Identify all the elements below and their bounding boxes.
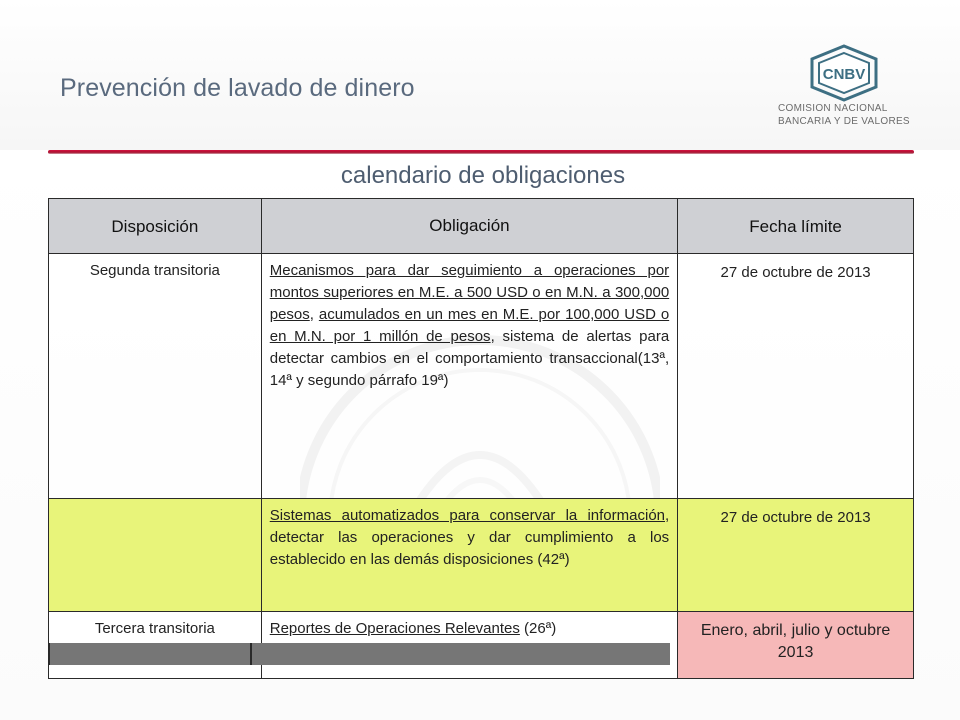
obligacion-text: , sistema de alertas para detectar cambios en el comportamiento transaccional(13ª, 14ª y segundo párrafo 19ª) <box>269 328 670 389</box>
obligacion-text: (26ª) <box>519 620 557 637</box>
page-title: Prevención de lavado de dinero <box>60 74 415 102</box>
logo-line-1: COMISION NACIONAL <box>778 103 888 114</box>
cell-fecha: 27 de octubre de 2013 <box>678 499 914 612</box>
footer-column-divider <box>250 643 252 665</box>
footer-column-divider <box>48 643 50 665</box>
section-subtitle: calendario de obligaciones <box>340 162 626 189</box>
cell-disposicion: Tercera transitoria <box>49 612 262 679</box>
cell-fecha: Enero, abril, julio y octubre 2013 <box>678 612 914 679</box>
header-obligacion: Obligación <box>261 199 677 254</box>
obligacion-text: , detectar las operaciones y dar cumplimiento a los establecido en las demás disposiciones (42ª) <box>269 507 670 568</box>
cell-disposicion: Segunda transitoria <box>49 254 262 499</box>
cell-obligacion <box>261 499 677 612</box>
obligacion-link[interactable]: Sistemas automatizados para conservar la información <box>269 507 665 524</box>
table-header-row <box>49 199 914 254</box>
obligacion-link[interactable]: Mecanismos para dar seguimiento a operaciones por montos superiores en M.E. a 500 USD o en M.N. a 300,000 pesos <box>269 262 670 323</box>
logo-line-2: BANCARIA Y DE VALORES <box>778 116 910 127</box>
cell-obligacion <box>261 254 677 499</box>
logo-acronym: CNBV <box>822 66 866 83</box>
cnbv-logo <box>776 44 916 132</box>
cnbv-hexagon-icon <box>806 44 882 102</box>
obligacion-text: , <box>309 306 319 323</box>
header-fecha-limite: Fecha límite <box>678 199 914 254</box>
obligations-table <box>48 198 914 679</box>
cell-fecha: 27 de octubre de 2013 <box>678 254 914 499</box>
obligacion-link[interactable]: Reportes de Operaciones Relevantes <box>269 620 520 637</box>
table-row <box>49 254 914 499</box>
cell-disposicion <box>49 499 262 612</box>
table-footer-shade <box>48 643 670 665</box>
title-divider <box>48 150 914 154</box>
table-row <box>49 499 914 612</box>
header-disposicion: Disposición <box>49 199 262 254</box>
obligacion-link[interactable]: acumulados en un mes en M.E. por 100,000 USD o en M.N. por 1 millón de pesos <box>269 306 670 345</box>
